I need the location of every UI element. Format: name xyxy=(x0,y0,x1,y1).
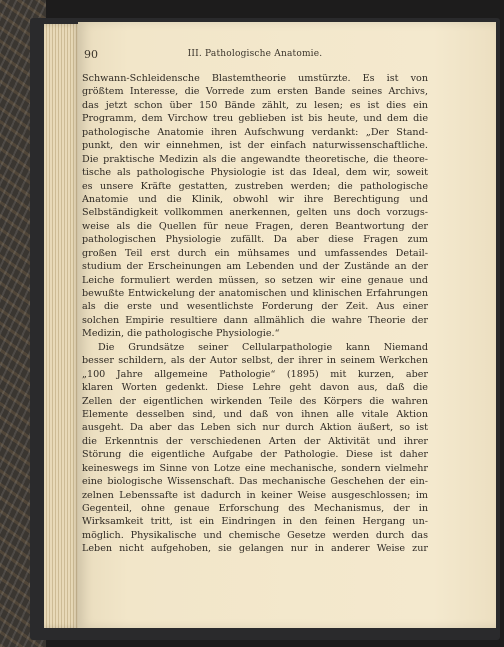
text-line: „100 Jahre allgemeine Pathologie“ (1895) mit kurzen, aber xyxy=(82,368,428,380)
text-line: studium der Erscheinungen am Lebenden und der Zustände an der xyxy=(82,261,428,273)
text-line: Die praktische Medizin als die angewandte theoretische, die theore- xyxy=(82,153,428,165)
text-line: eine biologische Wissenschaft. Das mechanische Geschehen der ein- xyxy=(82,476,428,488)
text-line: keineswegs im Sinne von Lotze eine mechanische, sondern vielmehr xyxy=(82,462,428,474)
body-text xyxy=(82,72,428,556)
text-line: Leben nicht aufgehoben, sie gelangen nur in anderer Weise zur xyxy=(82,543,428,555)
text-line: ausgeht. Da aber das Leben sich nur durch Aktion äußert, so ist xyxy=(82,422,428,434)
text-line: Leiche formuliert werden müssen, so setzen wir eine genaue und xyxy=(82,274,428,286)
text-line: solchen Empirie resultiere dann allmählich die wahre Theorie der xyxy=(82,314,428,326)
text-line: pathologische Anatomie ihren Aufschwung verdankt: „Der Stand- xyxy=(82,126,428,138)
text-line: Programm, dem Virchow treu geblieben ist bis heute, und dem die xyxy=(82,113,428,125)
text-line: möglich. Physikalische und chemische Gesetze werden durch das xyxy=(82,529,428,541)
text-line: das jetzt schon über 150 Bände zählt, zu lesen; es ist dies ein xyxy=(82,99,428,111)
text-line: klaren Worten gedenkt. Diese Lehre geht davon aus, daß die xyxy=(82,382,428,394)
text-line: punkt, den wir einnehmen, ist der einfach naturwissenschaftliche. xyxy=(82,140,428,152)
text-line: als die erste und wesentlichste Forderung der Zeit. Aus einer xyxy=(82,301,428,313)
text-line: Gegenteil, ohne genaue Erforschung des Mechanismus, der in xyxy=(82,503,428,514)
text-line: bewußte Entwickelung der anatomischen und klinischen Erfahrungen xyxy=(82,288,428,299)
text-line: größtem Interesse, die Vorrede zum ersten Bande seines Archivs, xyxy=(82,86,428,98)
page-edges xyxy=(44,24,80,628)
text-line: Zellen der eigentlichen wirkenden Teile des Körpers die wahren xyxy=(82,395,428,407)
text-line: Elemente desselben sind, und daß von ihnen alle vitale Aktion xyxy=(82,408,428,420)
text-line: Störung die eigentliche Aufgabe der Pathologie. Diese ist daher xyxy=(82,449,428,461)
text-line: Schwann-Schleidensche Blastemtheorie umstürzte. Es ist von xyxy=(82,73,428,84)
text-line: Medizin, die pathologische Physiologie.“ xyxy=(82,328,280,340)
text-line: zelnen Lebenssafte ist dadurch in keiner Weise ausgeschlossen; im xyxy=(82,489,428,501)
text-line: die Erkenntnis der verschiedenen Arten der Aktivität und ihrer xyxy=(82,435,428,447)
page-number: 90 xyxy=(84,48,98,61)
text-line: es unsere Kräfte gestatten, zustreben werden; die pathologische xyxy=(82,180,428,192)
text-line: großen Teil erst durch ein mühsames und umfassendes Detail- xyxy=(82,247,428,259)
text-line: Selbständigkeit vollkommen anerkennen, gelten uns doch vorzugs- xyxy=(82,207,428,219)
text-line: Die Grundsätze seiner Cellularpathologie kann Niemand xyxy=(98,341,428,353)
running-title: III. Pathologische Anatomie. xyxy=(187,49,323,59)
page-header xyxy=(84,48,426,64)
text-line: pathologischen Physiologie zufällt. Da aber diese Fragen zum xyxy=(82,234,428,246)
text-line: Anatomie und die Klinik, obwohl wir ihre Berechtigung und xyxy=(82,193,428,205)
text-line: Wirksamkeit tritt, ist ein Eindringen in den feinen Hergang un- xyxy=(82,516,428,528)
text-line: tische als pathologische Physiologie ist das Ideal, dem wir, soweit xyxy=(82,167,428,179)
text-line: besser schildern, als der Autor selbst, der ihrer in seinem Werkchen xyxy=(82,355,428,367)
text-line: weise als die Quellen für neue Fragen, deren Beantwortung der xyxy=(82,220,428,232)
